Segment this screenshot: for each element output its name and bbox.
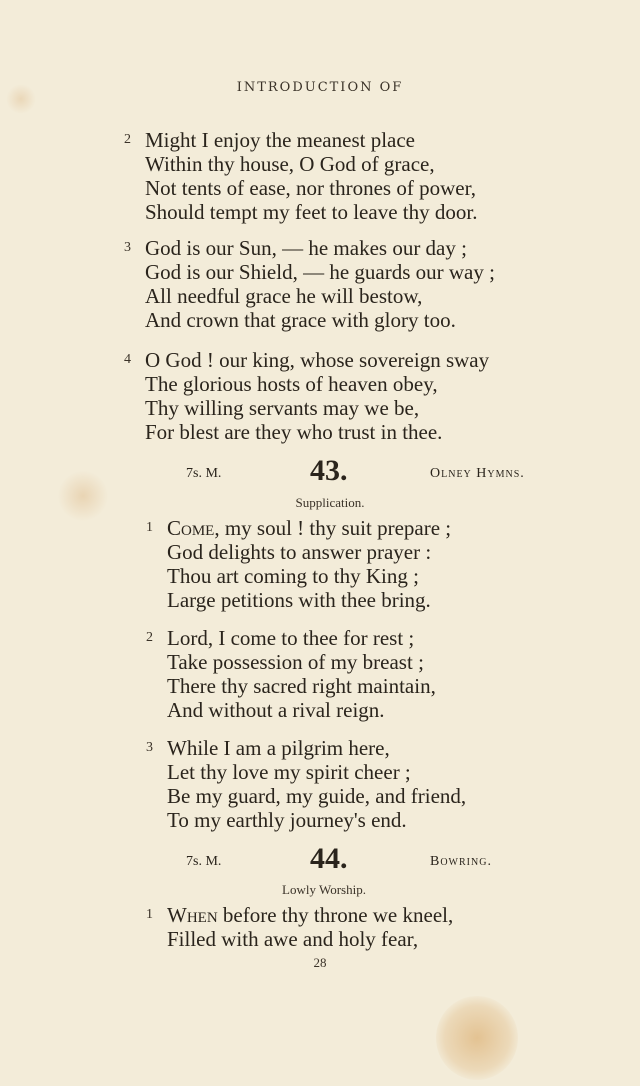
verse-line: The glorious hosts of heaven obey, [145, 372, 438, 396]
line-text: my soul ! thy suit prepare ; [219, 516, 452, 540]
hymn-meter: 7s. M. [186, 466, 222, 481]
verse-line: There thy sacred right maintain, [167, 674, 436, 698]
hymn-heading [0, 454, 640, 488]
hymn-heading [0, 842, 640, 876]
verse-line: Might I enjoy the meanest place [145, 128, 415, 152]
verse-number: 3 [124, 240, 131, 255]
verse-line: O God ! our king, whose sovereign sway [145, 348, 490, 372]
hymn-number: 43. [310, 454, 348, 487]
verse-line: And without a rival reign. [167, 698, 385, 722]
verse-number: 4 [124, 352, 131, 367]
verse-line: While I am a pilgrim here, [167, 736, 390, 760]
verse-line: Take possession of my breast ; [167, 650, 424, 674]
verse-line: And crown that grace with glory too. [145, 308, 456, 332]
verse-line: God is our Shield, — he guards our way ; [145, 260, 495, 284]
hymn-author: Olney Hymns. [430, 466, 525, 481]
hymn-number: 44. [310, 842, 348, 875]
verse-line [167, 516, 451, 540]
page-number: 28 [313, 955, 327, 970]
verse-number: 1 [146, 520, 153, 535]
paper-stain [436, 996, 518, 1080]
verse-line: Lord, I come to thee for rest ; [167, 626, 415, 650]
verse-number: 3 [146, 740, 153, 755]
first-word: Come, [167, 516, 220, 540]
first-word: When [167, 903, 218, 927]
hymn-author: Bowring. [430, 854, 492, 869]
verse-line: Let thy love my spirit cheer ; [167, 760, 411, 784]
verse-line: Thy willing servants may we be, [145, 396, 420, 420]
hymn-meter: 7s. M. [186, 854, 222, 869]
verse-number: 2 [146, 630, 153, 645]
verse-line: For blest are they who trust in thee. [145, 420, 443, 444]
verse-line: Be my guard, my guide, and friend, [167, 784, 467, 808]
verse-line: Large petitions with thee bring. [167, 588, 431, 612]
verse-line: Filled with awe and holy fear, [167, 927, 419, 951]
verse-number: 1 [146, 907, 153, 922]
hymn-subtitle: Supplication. [295, 495, 365, 510]
verse-line: God delights to answer prayer : [167, 540, 432, 564]
verse-line: Thou art coming to thy King ; [167, 564, 419, 588]
verse-line: All needful grace he will bestow, [145, 284, 423, 308]
line-text: before thy throne we kneel, [217, 903, 454, 927]
running-head: INTRODUCTION OF [236, 80, 404, 95]
verse-line: Should tempt my feet to leave thy door. [145, 200, 478, 224]
verse-number: 2 [124, 132, 131, 147]
verse-line: To my earthly journey's end. [167, 808, 407, 832]
verse-line: Within thy house, O God of grace, [145, 152, 435, 176]
verse-line: God is our Sun, — he makes our day ; [145, 236, 467, 260]
verse-line: Not tents of ease, nor thrones of power, [145, 176, 476, 200]
verse-line [167, 903, 453, 927]
hymn-subtitle: Lowly Worship. [282, 882, 366, 897]
